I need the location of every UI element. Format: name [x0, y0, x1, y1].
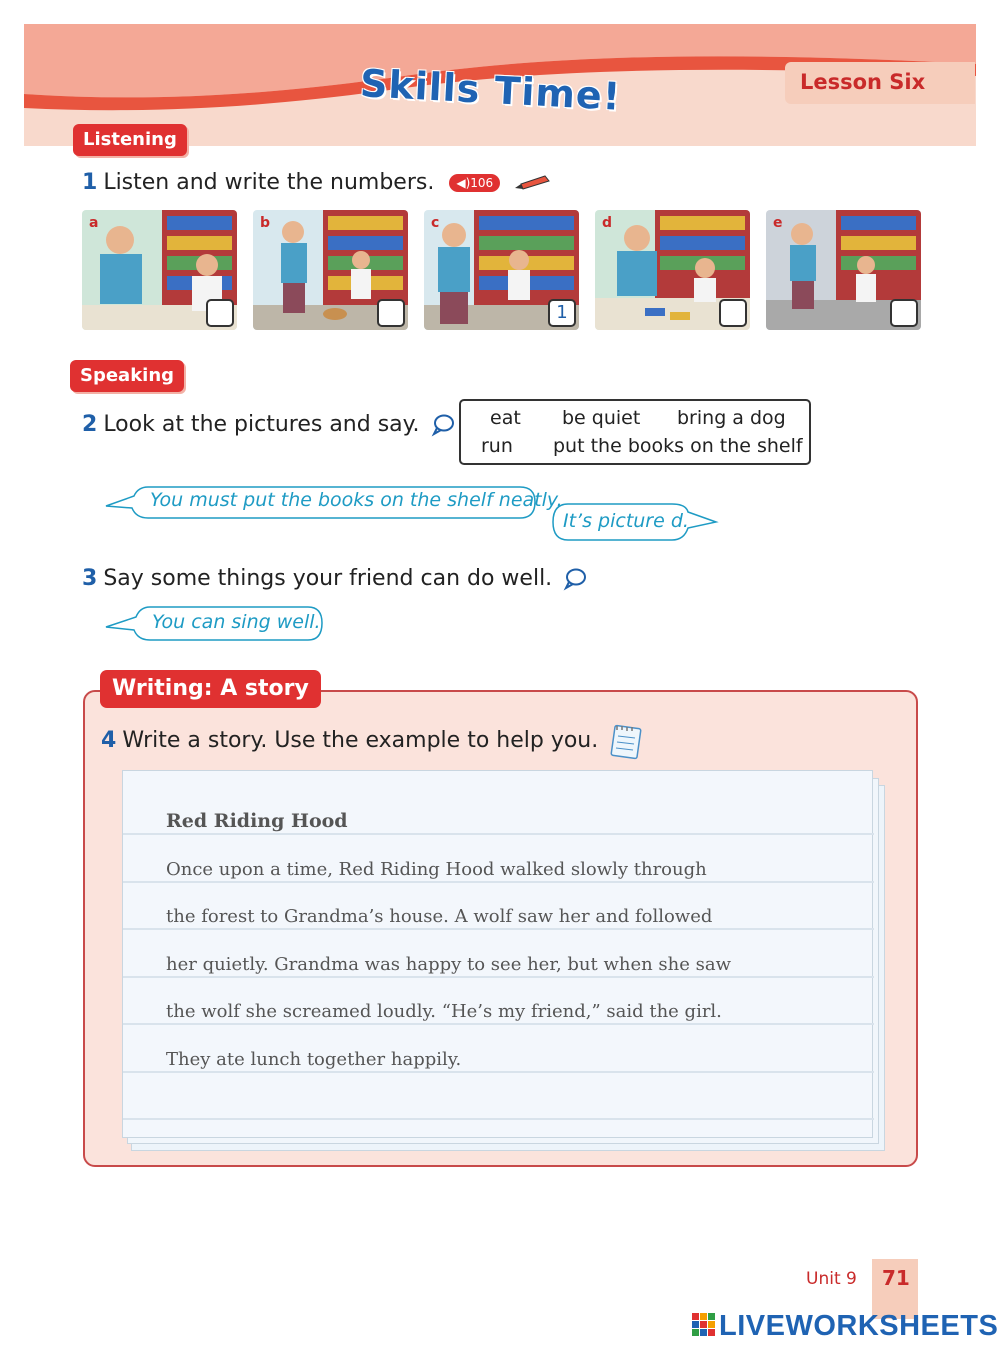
page-title: Skills Time! [359, 61, 623, 119]
question-3 [82, 566, 587, 591]
paper-line [123, 881, 874, 883]
picture-letter: c [431, 215, 440, 231]
word-run: run [481, 435, 513, 457]
paper-line [123, 1118, 874, 1120]
answer-box-c[interactable]: 1 [548, 299, 576, 327]
story-line: Once upon a time, Red Riding Hood walked slowly through [166, 859, 707, 880]
paper-line [123, 1023, 874, 1025]
question-number: 1 [82, 170, 98, 195]
speech-bubble-3: You can sing well. [152, 611, 321, 633]
paper-line [123, 833, 874, 835]
speech-bubble-1: You must put the books on the shelf neatly. [150, 489, 563, 511]
story-line: her quietly. Grandma was happy to see her, but when she saw [166, 954, 732, 975]
paper-line [123, 976, 874, 978]
story-title: Red Riding Hood [166, 810, 348, 832]
logo-text: LIVEWORKSHEETS [719, 1310, 999, 1342]
word-put-books: put the books on the shelf [553, 435, 803, 457]
page-number: 71 [882, 1266, 910, 1290]
question-text: Look at the pictures and say. [103, 412, 420, 437]
speech-bubble-2: It’s picture d. [563, 510, 689, 532]
notepad-icon [609, 722, 643, 760]
picture-letter: e [773, 215, 783, 231]
question-4 [101, 722, 643, 760]
paper-line [123, 928, 874, 930]
word-bring-a-dog: bring a dog [677, 407, 786, 429]
story-line: the forest to Grandma’s house. A wolf saw her and followed [166, 906, 713, 927]
liveworksheets-logo [692, 1310, 998, 1344]
audio-track: 106 [470, 176, 494, 190]
picture-letter: d [602, 215, 613, 231]
picture-letter: a [89, 215, 99, 231]
story-line: the wolf she screamed loudly. “He’s my friend,” said the girl. [166, 1001, 722, 1022]
speech-bubbles [0, 0, 1000, 660]
listening-tag: Listening [73, 124, 187, 156]
question-number: 2 [82, 412, 98, 437]
question-text: Say some things your friend can do well. [103, 566, 553, 591]
story-line: They ate lunch together happily. [166, 1049, 462, 1070]
question-text: Write a story. Use the example to help you. [122, 728, 599, 753]
paper-line [123, 1071, 874, 1073]
speech-bubble-icon [563, 567, 587, 591]
audio-icon: ◀) [456, 176, 471, 190]
unit-label: Unit 9 [806, 1269, 857, 1289]
logo-icon [692, 1313, 716, 1337]
question-text: Listen and write the numbers. [103, 170, 435, 195]
writing-tag: Writing: A story [100, 670, 321, 708]
word-eat: eat [490, 407, 521, 429]
question-number: 4 [101, 728, 117, 753]
question-number: 3 [82, 566, 98, 591]
word-be-quiet: be quiet [562, 407, 641, 429]
picture-letter: b [260, 215, 271, 231]
lesson-label: Lesson Six [800, 70, 926, 94]
speaking-tag: Speaking [70, 360, 184, 392]
